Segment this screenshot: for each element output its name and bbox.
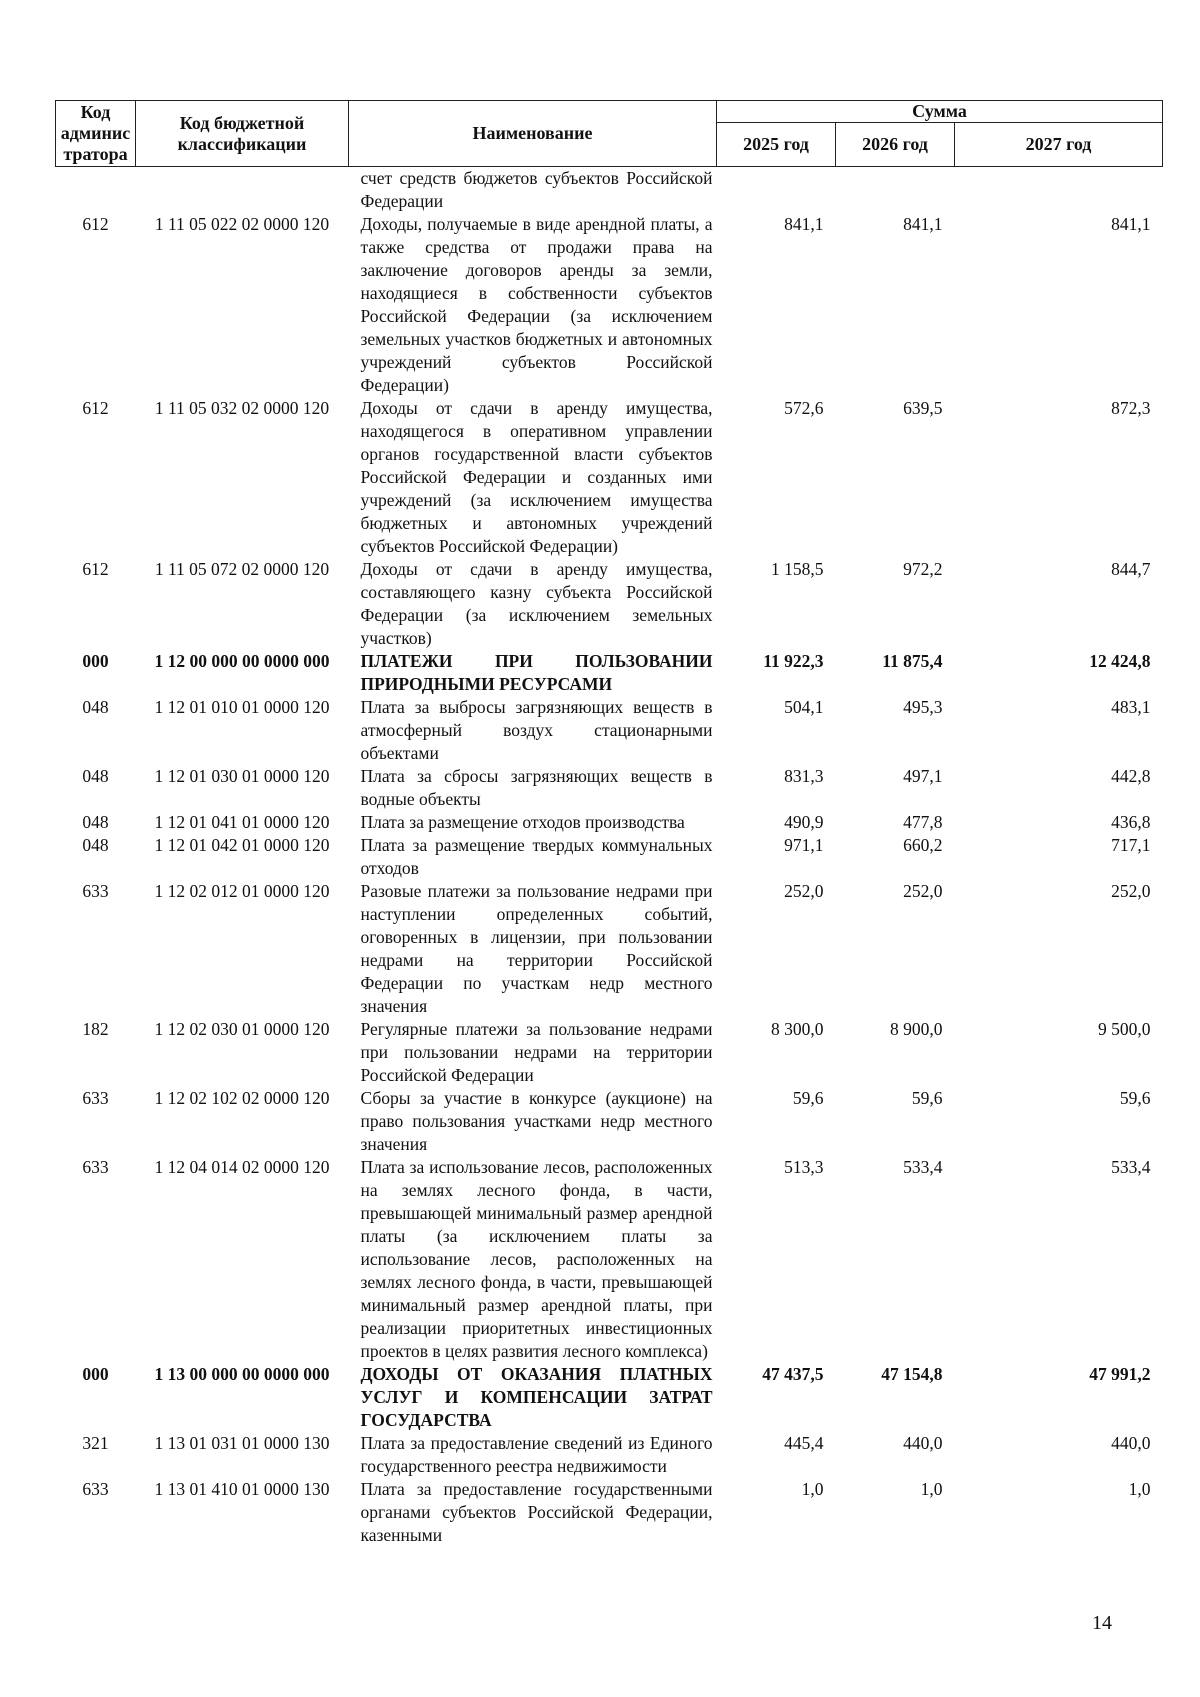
amount-2026-cell (836, 167, 955, 214)
budget-code-cell: 1 12 01 030 01 0000 120 (154, 766, 330, 786)
admin-code-cell: 633 (82, 881, 109, 901)
name-cell: Плата за использование лесов, расположенных на землях лесного фонда, в части, превышающей минимальный размер арендной платы (за исключением платы за использование лесов, расположенных на землях лесного фонда, в части, превышающей минимальный размер арендной платы, при реализации приоритетных инвестиционных проектов в целях развития лесного комплекса) (360, 1157, 713, 1361)
amount-2025-cell: 831,3 (784, 766, 824, 786)
amount-2027-cell: 844,7 (1111, 559, 1151, 579)
budget-code-cell (136, 167, 349, 214)
amount-2027-cell: 872,3 (1111, 398, 1151, 418)
amount-2025-cell: 513,3 (784, 1157, 824, 1177)
amount-2027-cell: 9 500,0 (1098, 1019, 1151, 1039)
admin-code-cell: 048 (82, 835, 109, 855)
name-cell: Плата за сбросы загрязняющих веществ в водные объекты (360, 766, 713, 809)
name-cell: Доходы, получаемые в виде арендной платы, а также средства от продажи права на заключение договоров аренды за земли, находящиеся в собственности субъектов Российской Федерации (за исключением земельных участков бюджетных и автономных учреждений субъектов Российской Федерации) (360, 214, 713, 395)
name-cell: Доходы от сдачи в аренду имущества, находящегося в оперативном управлении органов государственной власти субъектов Российской Федерации и созданных ими учреждений (за исключением имущества бюджетных и автономных учреждений субъектов Российской Федерации) (360, 398, 713, 556)
name-cell: Доходы от сдачи в аренду имущества, составляющего казну субъекта Российской Федерации (за исключением земельных участков) (360, 559, 713, 648)
amount-2026-cell: 1,0 (920, 1479, 943, 1499)
name-cell: Плата за размещение твердых коммунальных отходов (360, 835, 713, 878)
amount-2027-cell: 442,8 (1111, 766, 1151, 786)
admin-code-cell: 048 (82, 812, 109, 832)
amount-2027-cell: 436,8 (1111, 812, 1151, 832)
amount-2025-cell: 8 300,0 (771, 1019, 824, 1039)
amount-2025-cell (717, 167, 836, 214)
admin-code-cell: 612 (82, 559, 109, 579)
amount-2025-cell: 572,6 (784, 398, 824, 418)
amount-2026-cell: 477,8 (903, 812, 943, 832)
amount-2027-cell: 12 424,8 (1089, 651, 1151, 671)
header-year-2026: 2026 год (836, 123, 955, 167)
budget-code-cell: 1 12 02 102 02 0000 120 (154, 1088, 330, 1108)
amount-2026-cell: 59,6 (911, 1088, 943, 1108)
header-budget-code: Код бюджетной классификации (136, 101, 349, 167)
budget-code-cell: 1 11 05 032 02 0000 120 (154, 398, 330, 418)
budget-code-cell: 1 12 00 000 00 0000 000 (154, 651, 330, 671)
amount-2025-cell: 1,0 (801, 1479, 824, 1499)
amount-2025-cell: 504,1 (784, 697, 824, 717)
admin-code-cell: 000 (82, 651, 109, 671)
name-cell: Плата за предоставление сведений из Единого государственного реестра недвижимости (360, 1433, 713, 1476)
admin-code-cell (56, 167, 136, 214)
amount-2026-cell: 440,0 (903, 1433, 943, 1453)
amount-2025-cell: 490,9 (784, 812, 824, 832)
header-year-2027: 2027 год (955, 123, 1163, 167)
amount-2027-cell: 717,1 (1111, 835, 1151, 855)
amount-2026-cell: 8 900,0 (890, 1019, 943, 1039)
table-row (56, 765, 1163, 811)
name-cell: Регулярные платежи за пользование недрами при пользовании недрами на территории Российской Федерации (360, 1019, 713, 1085)
table-row (56, 558, 1163, 650)
amount-2026-cell: 972,2 (903, 559, 943, 579)
amount-2025-cell: 445,4 (784, 1433, 824, 1453)
budget-code-cell: 1 12 02 012 01 0000 120 (154, 881, 330, 901)
header-sum: Сумма (717, 101, 1163, 123)
name-cell: счет средств бюджетов субъектов Российской Федерации (360, 168, 713, 211)
budget-code-cell: 1 12 01 042 01 0000 120 (154, 835, 330, 855)
amount-2027-cell: 533,4 (1111, 1157, 1151, 1177)
amount-2027-cell: 1,0 (1128, 1479, 1151, 1499)
table-row-section-total (56, 650, 1163, 696)
admin-code-cell: 048 (82, 697, 109, 717)
table-row (56, 811, 1163, 834)
table-body (56, 167, 1163, 1548)
amount-2025-cell: 971,1 (784, 835, 824, 855)
table-row (56, 1018, 1163, 1087)
admin-code-cell: 633 (82, 1157, 109, 1177)
budget-code-cell: 1 12 01 041 01 0000 120 (154, 812, 330, 832)
budget-code-cell: 1 12 04 014 02 0000 120 (154, 1157, 330, 1177)
amount-2026-cell: 497,1 (903, 766, 943, 786)
amount-2027-cell: 483,1 (1111, 697, 1151, 717)
admin-code-cell: 612 (82, 398, 109, 418)
table-row (56, 1087, 1163, 1156)
budget-code-cell: 1 12 01 010 01 0000 120 (154, 697, 330, 717)
budget-revenue-table (55, 100, 1163, 1547)
budget-code-cell: 1 12 02 030 01 0000 120 (154, 1019, 330, 1039)
name-cell: Сборы за участие в конкурсе (аукционе) на право пользования участками недр местного значения (360, 1088, 713, 1154)
admin-code-cell: 633 (82, 1479, 109, 1499)
amount-2026-cell: 11 875,4 (882, 651, 943, 671)
amount-2025-cell: 252,0 (784, 881, 824, 901)
budget-code-cell: 1 13 01 031 01 0000 130 (154, 1433, 330, 1453)
admin-code-cell: 000 (82, 1364, 109, 1384)
header-year-2025: 2025 год (717, 123, 836, 167)
amount-2025-cell: 11 922,3 (763, 651, 824, 671)
amount-2026-cell: 639,5 (903, 398, 943, 418)
table-row (56, 880, 1163, 1018)
admin-code-cell: 633 (82, 1088, 109, 1108)
amount-2027-cell: 59,6 (1119, 1088, 1151, 1108)
budget-code-cell: 1 11 05 072 02 0000 120 (154, 559, 330, 579)
budget-code-cell: 1 11 05 022 02 0000 120 (154, 214, 330, 234)
table-row (56, 167, 1163, 214)
amount-2027-cell (955, 167, 1163, 214)
header-admin-code: Код админис тратора (56, 101, 136, 167)
table-row (56, 1156, 1163, 1363)
name-cell: Плата за предоставление государственными органами субъектов Российской Федерации, казенными (360, 1479, 713, 1545)
header-name: Наименование (349, 101, 717, 167)
table-header (56, 101, 1163, 167)
amount-2025-cell: 841,1 (784, 214, 824, 234)
amount-2027-cell: 47 991,2 (1089, 1364, 1151, 1384)
amount-2025-cell: 47 437,5 (762, 1364, 824, 1384)
budget-code-cell: 1 13 00 000 00 0000 000 (154, 1364, 330, 1384)
amount-2025-cell: 59,6 (792, 1088, 824, 1108)
table-row (56, 397, 1163, 558)
name-cell: ДОХОДЫ ОТ ОКАЗАНИЯ ПЛАТНЫХ УСЛУГ И КОМПЕНСАЦИИ ЗАТРАТ ГОСУДАРСТВА (360, 1364, 713, 1430)
amount-2027-cell: 841,1 (1111, 214, 1151, 234)
table-row (56, 213, 1163, 397)
amount-2026-cell: 533,4 (903, 1157, 943, 1177)
admin-code-cell: 321 (82, 1433, 109, 1453)
amount-2026-cell: 841,1 (903, 214, 943, 234)
admin-code-cell: 612 (82, 214, 109, 234)
table-row-section-total (56, 1363, 1163, 1432)
page-number: 14 (1092, 1612, 1112, 1634)
table-row (56, 1432, 1163, 1478)
budget-code-cell: 1 13 01 410 01 0000 130 (154, 1479, 330, 1499)
name-cell: ПЛАТЕЖИ ПРИ ПОЛЬЗОВАНИИ ПРИРОДНЫМИ РЕСУРСАМИ (360, 651, 713, 694)
amount-2025-cell: 1 158,5 (771, 559, 824, 579)
amount-2026-cell: 660,2 (903, 835, 943, 855)
amount-2026-cell: 47 154,8 (881, 1364, 943, 1384)
admin-code-cell: 182 (82, 1019, 109, 1039)
name-cell: Разовые платежи за пользование недрами при наступлении определенных событий, оговоренных в лицензии, при пользовании недрами на территории Российской Федерации по участкам недр местного значения (360, 881, 713, 1016)
amount-2026-cell: 495,3 (903, 697, 943, 717)
admin-code-cell: 048 (82, 766, 109, 786)
table-row (56, 1478, 1163, 1547)
table-row (56, 834, 1163, 880)
amount-2026-cell: 252,0 (903, 881, 943, 901)
amount-2027-cell: 252,0 (1111, 881, 1151, 901)
name-cell: Плата за размещение отходов производства (360, 812, 685, 832)
table-row (56, 696, 1163, 765)
name-cell: Плата за выбросы загрязняющих веществ в атмосферный воздух стационарными объектами (360, 697, 713, 763)
amount-2027-cell: 440,0 (1111, 1433, 1151, 1453)
